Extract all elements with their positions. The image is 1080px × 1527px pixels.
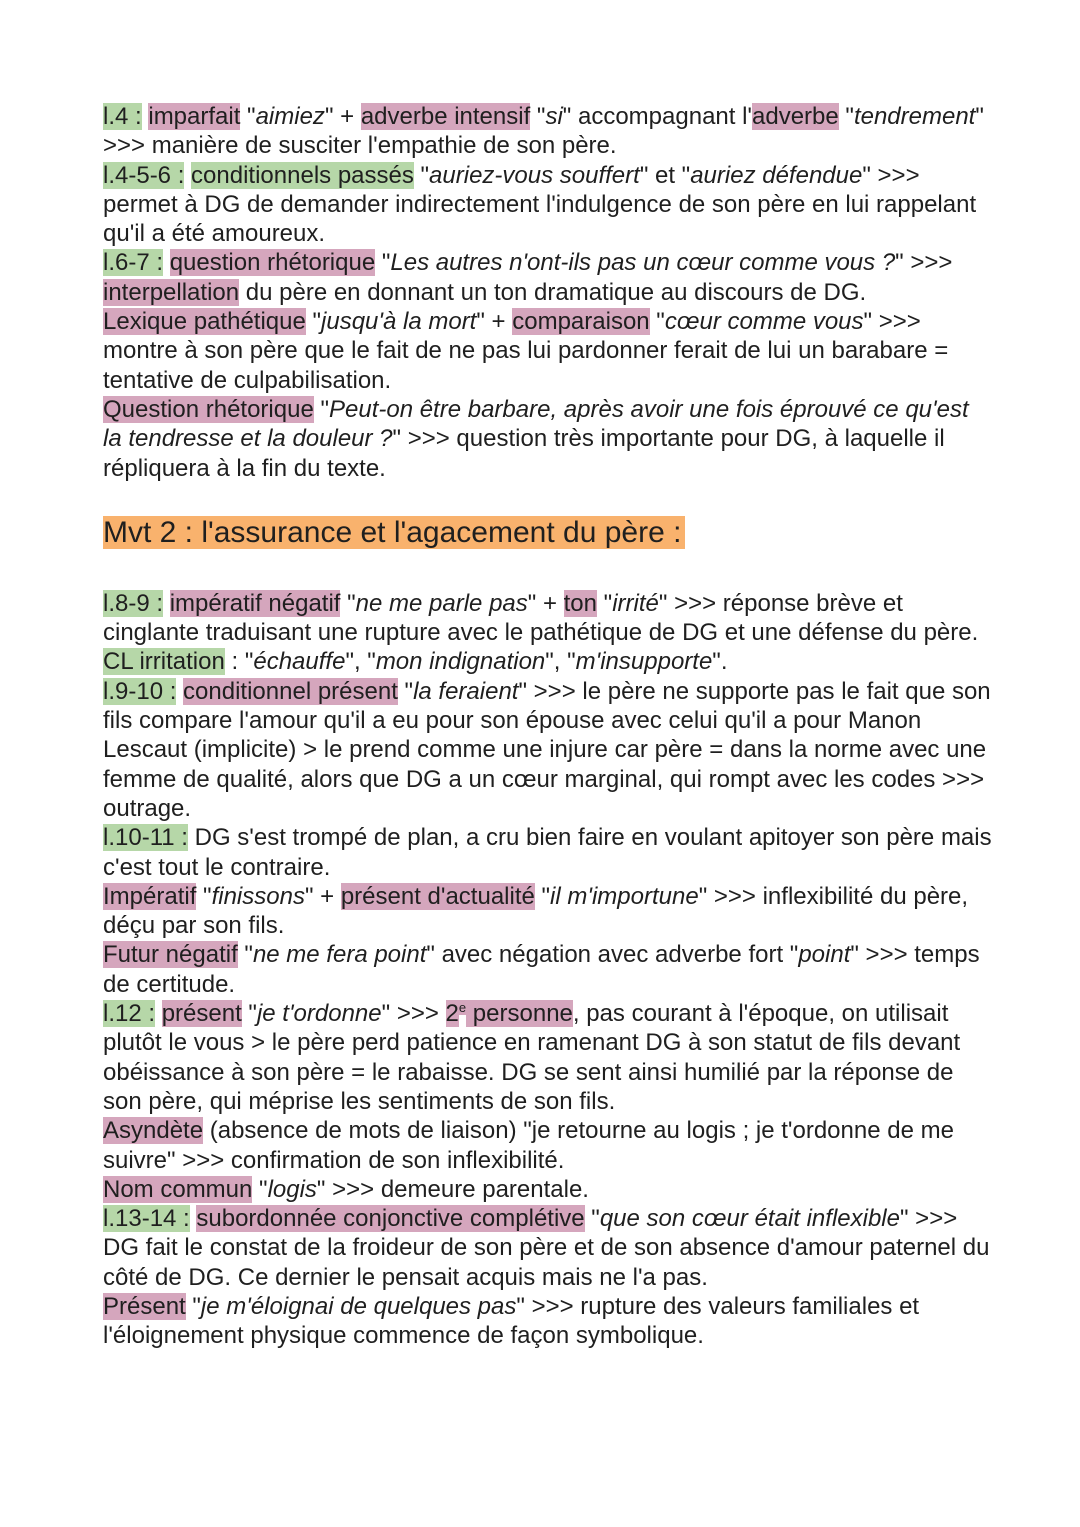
note-paragraph	[103, 1175, 993, 1204]
line-ref-highlight: l.12 :	[103, 1000, 156, 1028]
quote-text: point	[798, 941, 851, 969]
note-text: " >>>	[381, 1000, 446, 1028]
quote-text: je m'éloignai de quelques pas	[200, 1292, 517, 1320]
line-ref-highlight: CL irritation	[103, 648, 225, 676]
term-highlight: Nom commun	[103, 1175, 253, 1203]
note-text: "	[252, 1175, 268, 1203]
section-2-notes	[103, 589, 993, 1351]
note-text: "	[305, 308, 322, 336]
quote-text: ne me parle pas	[355, 589, 528, 617]
note-text: " >>> permet à DG de demander indirectement l'indulgence de son père en lui rappelant qu'il a été amoureux.	[103, 161, 977, 248]
note-text: "	[649, 308, 665, 336]
line-ref-highlight: l.6-7 :	[103, 249, 164, 277]
quote-text: cœur comme vous	[664, 308, 864, 336]
line-ref-highlight: l.10-11 :	[103, 824, 188, 852]
term-highlight: personne	[466, 1000, 573, 1028]
term-highlight: imparfait	[148, 103, 241, 130]
note-text: ", "	[345, 648, 376, 676]
note-text: "	[340, 589, 356, 617]
note-text: "	[375, 249, 391, 277]
term-highlight: adverbe	[752, 103, 839, 130]
note-text: " >>> DG fait le constat de la froideur de son père et de son absence d'amour paternel du côté de DG. Ce dernier le pensait acquis mais ne l'a pas.	[103, 1205, 990, 1291]
term-highlight: question rhétorique	[169, 249, 376, 277]
term-highlight: Futur négatif	[103, 941, 238, 969]
note-paragraph	[103, 161, 993, 249]
quote-text: irrité	[612, 589, 659, 617]
quote-text: tendrement	[853, 103, 976, 130]
line-ref-highlight: l.13-14 :	[103, 1205, 190, 1233]
note-text: : "	[224, 648, 254, 676]
line-ref-highlight: l.9-10 :	[103, 677, 177, 705]
note-paragraph	[103, 307, 993, 395]
quote-text: auriez défendue	[690, 161, 863, 189]
term-highlight: conditionnel présent	[183, 677, 398, 705]
quote-text: aimiez	[255, 103, 325, 130]
term-highlight: Asyndète	[103, 1117, 204, 1145]
note-text: (absence de mots de liaison) "je retourne au logis ; je t'ordonne de me suivre" >>> confirmation de son inflexibilité.	[103, 1117, 954, 1174]
quote-text: si	[545, 103, 563, 130]
note-paragraph	[103, 882, 993, 941]
note-text: "	[240, 103, 256, 130]
note-text: " >>> réponse brève et cinglante traduisant une rupture avec le pathétique de DG et une défense du père.	[103, 589, 979, 647]
note-text: " >>> temps de certitude.	[103, 941, 980, 998]
note-paragraph	[103, 102, 993, 161]
note-text: "	[838, 103, 854, 130]
note-text: " +	[476, 308, 513, 336]
section-1-notes	[103, 102, 993, 483]
note-text: " >>> rupture des valeurs familiales et l'éloignement physique commence de façon symbolique.	[103, 1292, 920, 1350]
note-text: " +	[527, 589, 564, 617]
note-text: "	[530, 103, 546, 130]
quote-text: logis	[267, 1175, 317, 1203]
note-paragraph	[103, 823, 993, 882]
term-highlight: ton	[563, 589, 598, 617]
note-text: "	[534, 882, 551, 910]
note-text	[163, 590, 170, 617]
note-text: du père en donnant un ton dramatique au discours de DG.	[239, 278, 867, 306]
note-text: " avec négation avec adverbe fort "	[426, 941, 799, 969]
note-text: "	[237, 941, 253, 969]
note-paragraph	[103, 589, 993, 648]
line-ref-highlight: l.4 :	[103, 103, 142, 130]
note-text: "	[185, 1292, 201, 1320]
quote-text: m'insupporte	[575, 648, 713, 676]
term-highlight: Présent	[103, 1292, 186, 1320]
term-highlight: adverbe intensif	[360, 103, 531, 130]
term-highlight: interpellation	[103, 278, 240, 306]
note-text: DG s'est trompé de plan, a cru bien faire en voulant apitoyer son père mais c'est tout le contraire.	[103, 824, 992, 881]
quote-text: il m'importune	[550, 882, 699, 910]
note-paragraph	[103, 395, 993, 483]
note-paragraph	[103, 1292, 993, 1351]
heading-text: Mvt 2 : l'assurance et l'agacement du père :	[103, 516, 685, 549]
note-text: " >>> montre à son père que le fait de ne pas lui pardonner ferait de lui un barabare = tentative de culpabilisation.	[103, 308, 949, 394]
note-text: " >>>	[895, 249, 953, 277]
note-text: , pas courant à l'époque, on utilisait plutôt le vous > le père perd patience en ramenant DG à son statut de fils devant obéissance à son père = le rabaisse. DG se sent ainsi humilié par la réponse de son père, qui méprise les sentiments de son fils.	[103, 1000, 961, 1115]
term-highlight: impératif négatif	[169, 589, 341, 617]
note-paragraph	[103, 647, 993, 676]
note-text: "	[241, 1000, 257, 1028]
quote-text: mon indignation	[375, 648, 546, 676]
term-highlight: comparaison	[512, 308, 650, 336]
term-highlight: e	[458, 1000, 467, 1016]
quote-text: la feraient	[413, 677, 519, 705]
line-ref-highlight: l.8-9 :	[103, 589, 164, 617]
term-highlight: Lexique pathétique	[103, 308, 306, 336]
quote-text: échauffe	[253, 648, 346, 676]
note-paragraph	[103, 677, 993, 823]
quote-text: auriez-vous souffert	[429, 161, 640, 189]
note-text: " +	[304, 882, 341, 910]
quote-text: jusqu'à la mort	[321, 308, 477, 336]
note-text: "	[313, 395, 329, 423]
note-text: "	[196, 882, 212, 910]
term-highlight: Impératif	[103, 882, 197, 910]
note-text: " accompagnant l'	[562, 103, 753, 130]
quote-text: Les autres n'ont-ils pas un cœur comme vous ?	[390, 249, 896, 277]
note-paragraph	[103, 1204, 993, 1292]
note-text: " >>> question très importante pour DG, à laquelle il répliquera à la fin du texte.	[103, 425, 945, 482]
quote-text: je t'ordonne	[256, 1000, 382, 1028]
note-text: "	[413, 161, 430, 189]
line-ref-highlight: conditionnels passés	[191, 161, 414, 189]
term-highlight: présent	[161, 1000, 242, 1028]
note-text: "	[397, 677, 414, 705]
note-text: " >>> inflexibilité du père, déçu par son fils.	[103, 882, 969, 940]
term-highlight: Question rhétorique	[103, 395, 314, 423]
note-text: "	[584, 1205, 600, 1233]
note-text: " >>> le père ne supporte pas le fait que son fils compare l'amour qu'il a eu pour son épouse avec celui qu'il a pour Manon Lescaut (implicite) > le prend comme une injure car père = dans la norme avec une femme de qualité, alors que DG a un cœur marginal, qui rompt avec les codes >>> outrage.	[103, 677, 991, 822]
note-text: "	[597, 589, 613, 617]
note-text: ".	[712, 648, 728, 676]
note-paragraph	[103, 940, 993, 999]
term-highlight: présent d'actualité	[340, 882, 535, 910]
note-text: " et "	[639, 161, 691, 189]
line-ref-highlight: l.4-5-6 :	[103, 161, 185, 189]
note-paragraph	[103, 999, 993, 1116]
note-paragraph	[103, 1116, 993, 1175]
quote-text: Peut-on être barbare, après avoir une fois éprouvé ce qu'est la tendresse et la douleur ?	[103, 395, 969, 453]
section-heading	[103, 514, 1080, 552]
note-text	[163, 249, 170, 276]
note-paragraph	[103, 248, 993, 307]
quote-text: ne me fera point	[252, 941, 427, 969]
quote-text: finissons	[211, 882, 305, 910]
note-text: " >>> demeure parentale.	[316, 1175, 589, 1203]
term-highlight: 2	[445, 1000, 459, 1028]
term-highlight: subordonnée conjonctive complétive	[196, 1205, 585, 1233]
quote-text: que son cœur était inflexible	[599, 1205, 900, 1233]
note-text	[155, 1000, 162, 1027]
note-text: " >>> manière de susciter l'empathie de son père.	[103, 103, 984, 160]
note-text: " +	[324, 103, 361, 130]
note-text: ", "	[545, 648, 576, 676]
